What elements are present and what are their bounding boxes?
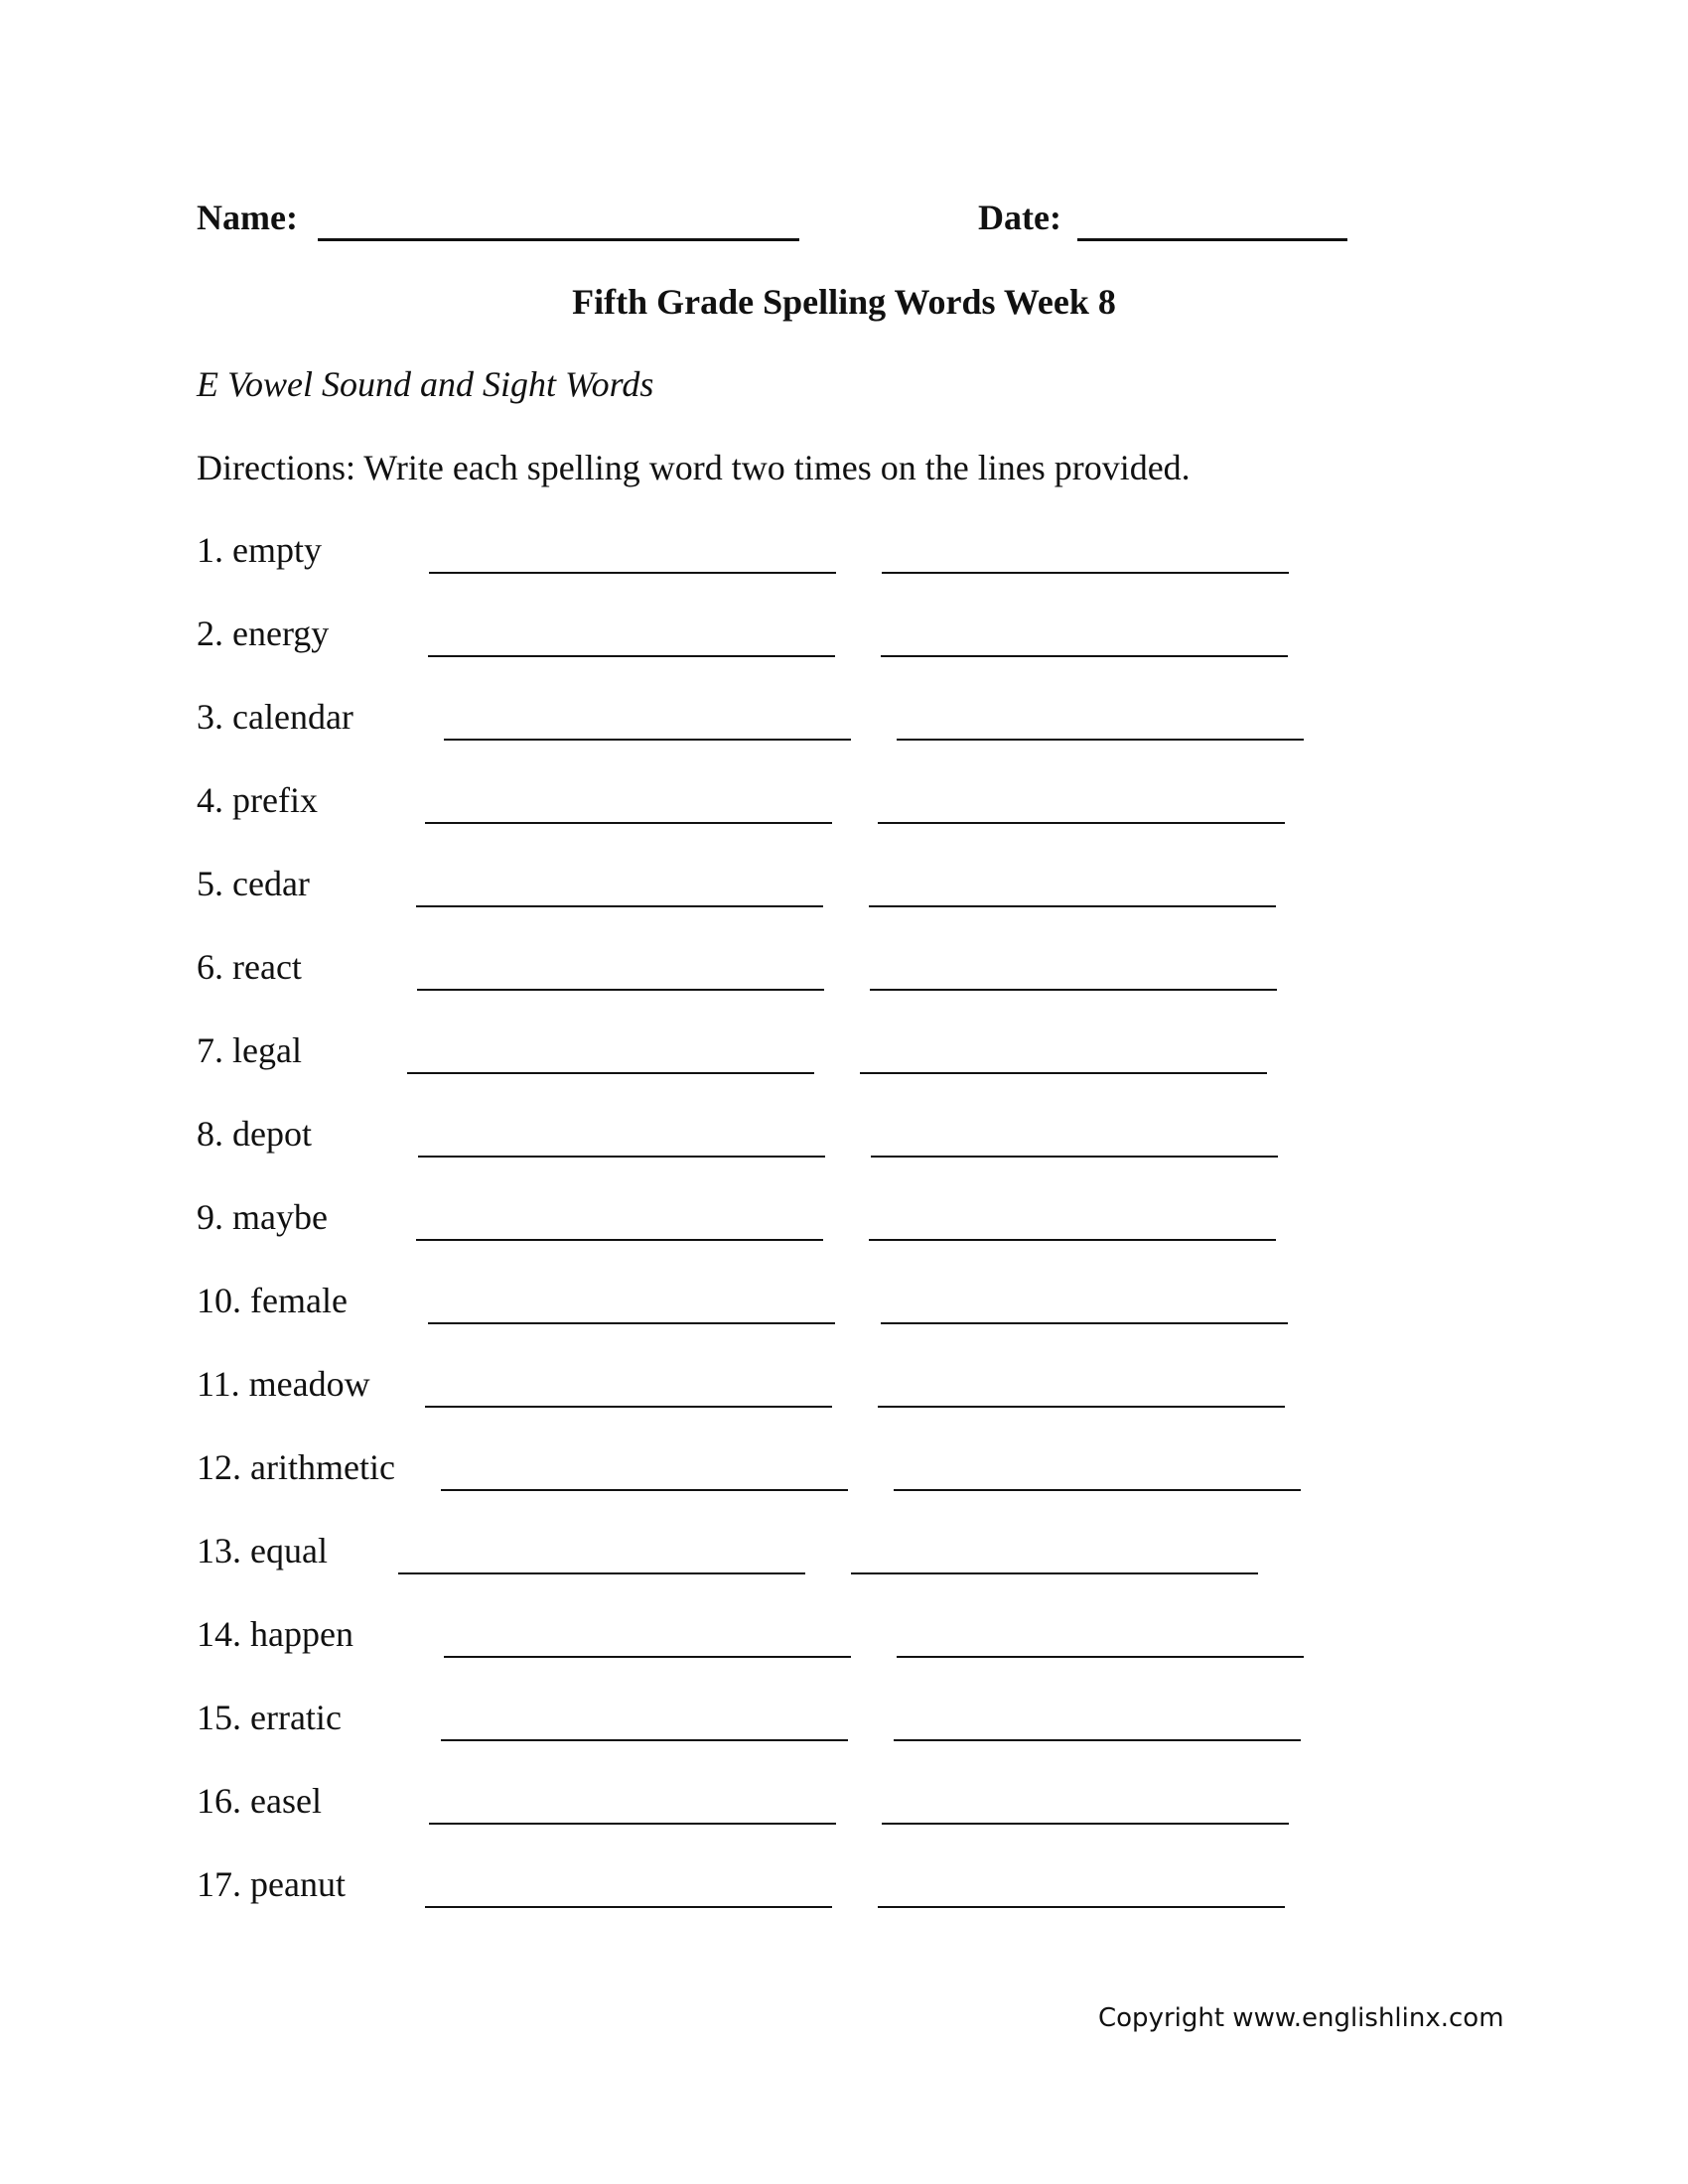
writing-line-2[interactable] — [870, 989, 1277, 991]
writing-line-2[interactable] — [894, 1489, 1301, 1491]
writing-line-2[interactable] — [897, 739, 1304, 741]
writing-line-2[interactable] — [860, 1072, 1267, 1074]
word-label: 4. prefix — [197, 780, 318, 820]
writing-line-1[interactable] — [418, 1156, 825, 1158]
word-row — [197, 696, 1388, 779]
writing-line-2[interactable] — [878, 822, 1285, 824]
word-row — [197, 946, 1388, 1029]
directions-text: Directions: Write each spelling word two times on the lines provided. — [197, 448, 1191, 487]
writing-line-1[interactable] — [425, 822, 832, 824]
writing-line-1[interactable] — [429, 572, 836, 574]
word-label: 11. meadow — [197, 1364, 370, 1404]
word-row — [197, 779, 1388, 863]
word-row — [197, 613, 1388, 696]
header-row — [197, 197, 1368, 246]
word-row — [197, 1863, 1388, 1947]
writing-line-1[interactable] — [428, 655, 835, 657]
word-label: 8. depot — [197, 1114, 312, 1154]
date-label: Date: — [978, 198, 1061, 237]
word-row — [197, 863, 1388, 946]
writing-line-1[interactable] — [416, 1239, 823, 1241]
writing-line-1[interactable] — [441, 1739, 848, 1741]
worksheet-subtitle: E Vowel Sound and Sight Words — [197, 364, 654, 404]
writing-line-2[interactable] — [869, 1239, 1276, 1241]
word-label: 13. equal — [197, 1531, 328, 1570]
word-label: 12. arithmetic — [197, 1447, 395, 1487]
writing-line-2[interactable] — [894, 1739, 1301, 1741]
writing-line-1[interactable] — [417, 989, 824, 991]
word-row — [197, 1613, 1388, 1697]
writing-line-1[interactable] — [428, 1322, 835, 1324]
writing-line-2[interactable] — [881, 655, 1288, 657]
writing-line-1[interactable] — [441, 1489, 848, 1491]
writing-line-2[interactable] — [878, 1406, 1285, 1408]
word-label: 7. legal — [197, 1030, 302, 1070]
writing-line-2[interactable] — [881, 1322, 1288, 1324]
word-label: 5. cedar — [197, 864, 310, 903]
writing-line-1[interactable] — [425, 1406, 832, 1408]
word-row — [197, 1196, 1388, 1280]
word-row — [197, 1363, 1388, 1446]
word-label: 2. energy — [197, 614, 330, 653]
writing-line-1[interactable] — [444, 739, 851, 741]
word-row — [197, 529, 1388, 613]
word-row — [197, 1113, 1388, 1196]
date-field-line[interactable] — [1077, 238, 1347, 241]
word-label: 16. easel — [197, 1781, 322, 1821]
writing-line-1[interactable] — [429, 1823, 836, 1825]
word-label: 9. maybe — [197, 1197, 328, 1237]
word-row — [197, 1780, 1388, 1863]
word-label: 10. female — [197, 1281, 348, 1320]
copyright-notice: Copyright www.englishlinx.com — [1098, 2003, 1504, 2033]
word-row — [197, 1697, 1388, 1780]
writing-line-2[interactable] — [882, 572, 1289, 574]
word-row — [197, 1029, 1388, 1113]
writing-line-1[interactable] — [398, 1572, 805, 1574]
word-row — [197, 1446, 1388, 1530]
word-label: 6. react — [197, 947, 302, 987]
word-row — [197, 1530, 1388, 1613]
writing-line-2[interactable] — [878, 1906, 1285, 1908]
name-field-line[interactable] — [318, 238, 799, 241]
word-label: 3. calendar — [197, 697, 353, 737]
word-row — [197, 1280, 1388, 1363]
spelling-word-list — [197, 529, 1388, 1947]
writing-line-1[interactable] — [407, 1072, 814, 1074]
writing-line-2[interactable] — [882, 1823, 1289, 1825]
writing-line-1[interactable] — [425, 1906, 832, 1908]
writing-line-2[interactable] — [871, 1156, 1278, 1158]
word-label: 14. happen — [197, 1614, 353, 1654]
writing-line-2[interactable] — [869, 905, 1276, 907]
writing-line-1[interactable] — [416, 905, 823, 907]
writing-line-1[interactable] — [444, 1656, 851, 1658]
word-label: 17. peanut — [197, 1864, 346, 1904]
word-label: 15. erratic — [197, 1698, 342, 1737]
word-label: 1. empty — [197, 530, 322, 570]
writing-line-2[interactable] — [897, 1656, 1304, 1658]
writing-line-2[interactable] — [851, 1572, 1258, 1574]
worksheet-title: Fifth Grade Spelling Words Week 8 — [572, 282, 1116, 322]
name-label: Name: — [197, 198, 298, 237]
